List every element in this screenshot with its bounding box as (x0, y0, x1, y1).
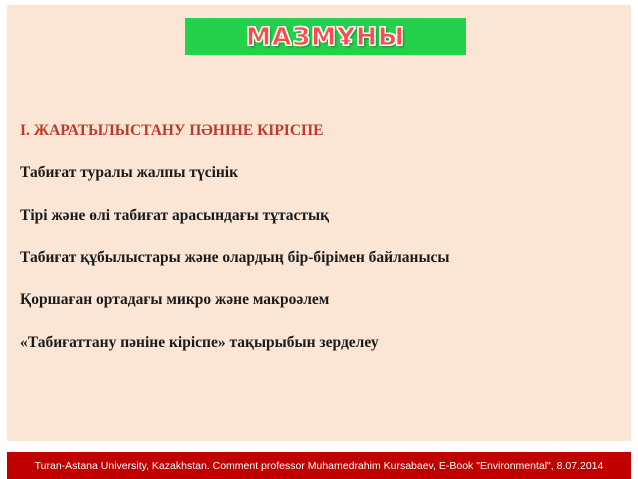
slide (7, 5, 631, 441)
content-item: Табиғат құбылыстары және олардың бір-бірімен байланысы (20, 249, 450, 266)
content-item: Қоршаған ортадағы микро және макроәлем (20, 291, 330, 308)
content-item: Тірі және өлі табиғат арасындағы тұтастық (20, 207, 330, 224)
footer-bar (7, 452, 631, 479)
content-item: Табиғат туралы жалпы түсінік (20, 164, 239, 181)
section-heading: І. ЖАРАТЫЛЫСТАНУ ПӘНІНЕ КІРІСПЕ (20, 122, 324, 139)
content-item: «Табиғаттану пәніне кіріспе» тақырыбын зерделеу (20, 334, 379, 351)
footer-credit: Turan-Astana University, Kazakhstan. Comment professor Muhamedrahim Kursabaev, E-Book "Environmental", 8.07.2014 (34, 459, 604, 472)
title-box (185, 18, 466, 55)
slide-title: МАЗМҰНЫ (246, 22, 405, 51)
